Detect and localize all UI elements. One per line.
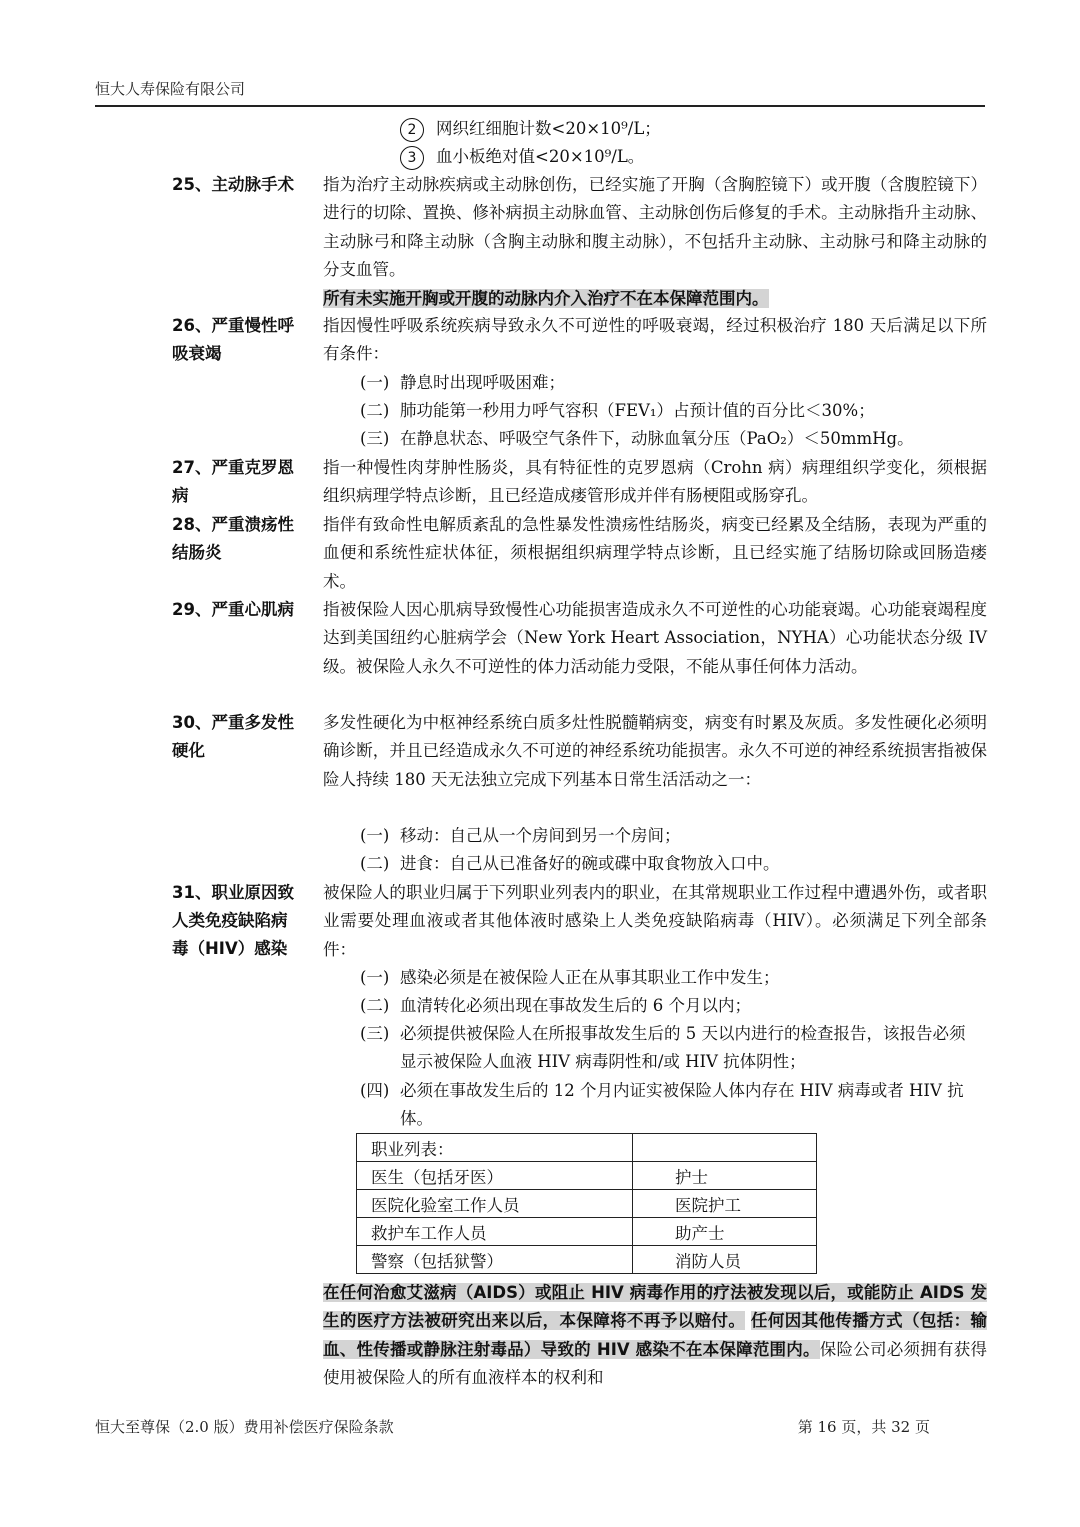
item-marker: (二) [360,401,390,420]
item-marker: (二) [360,996,390,1015]
table-cell: 护士 [633,1162,817,1190]
list-item-text: 血小板绝对值<20×10⁹/L。 [436,147,645,166]
item-marker: (二) [360,854,390,873]
section-26-body: 指因慢性呼吸系统疾病导致永久不可逆性的呼吸衰竭，经过积极治疗 180 天后满足以下所有条件： [323,316,987,364]
section-30-body: 多发性硬化为中枢神经系统白质多灶性脱髓鞘病变，病变有时累及灰质。多发性硬化必须明确诊断，并且已经造成永久不可逆的神经系统功能损害。永久不可逆的神经系统损害指被保险人持续 180 天无法独立完成下列基本日常生活活动之一： [323,713,987,789]
table-row [357,1134,817,1162]
list-item-text: 网织红细胞计数<20×10⁹/L； [436,119,661,138]
item-marker: (四) [360,1081,390,1100]
item-marker: (一) [360,373,390,392]
table-row [357,1162,817,1190]
list-item [360,369,985,397]
list-item [360,1077,985,1133]
page-header [95,78,985,107]
occupation-table [356,1133,817,1274]
list-item [360,397,985,425]
item-text: 在静息状态、呼吸空气条件下，动脉血氧分压（PaO₂）＜50mmHg。 [400,429,914,448]
table-cell: 医院化验室工作人员 [357,1190,633,1218]
term-29: 29、严重心肌病 [172,600,294,619]
list-item [400,143,644,171]
table-row [357,1190,817,1218]
item-text: 必须提供被保险人在所报事故发生后的 5 天以内进行的检查报告，该报告必须显示被保险人血液 HIV 病毒阴性和/或 HIV 抗体阴性； [400,1024,966,1071]
table-header-cell: 职业列表： [357,1134,633,1162]
circled-number: 3 [400,146,424,170]
item-text: 静息时出现呼吸困难； [400,373,565,392]
table-cell: 医院护工 [633,1190,817,1218]
table-cell [633,1134,817,1162]
exclusion-highlight: 所有未实施开胸或开腹的动脉内介入治疗不在本保障范围内。 [323,288,769,308]
circled-number: 2 [400,118,424,142]
item-marker: (三) [360,1024,390,1043]
term-31: 31、职业原因致人类免疫缺陷病毒（HIV）感染 [172,883,294,958]
section-31-body: 被保险人的职业归属于下列职业列表内的职业，在其常规职业工作过程中遭遇外伤，或者职业需要处理血液或者其他体液时感染上人类免疫缺陷病毒（HIV）。必须满足下列全部条件： [323,883,987,959]
table-row [357,1246,817,1274]
term-28: 28、严重溃疡性结肠炎 [172,515,294,562]
list-item [360,992,985,1020]
item-text: 血清转化必须出现在事故发生后的 6 个月以内； [400,996,751,1015]
item-text: 移动：自己从一个房间到另一个房间； [400,826,681,845]
list-item [360,850,985,878]
document-title: 恒大至尊保（2.0 版）费用补偿医疗保险条款 [95,1418,394,1436]
table-cell: 医生（包括牙医） [357,1162,633,1190]
table-cell: 助产士 [633,1218,817,1246]
list-item [400,115,661,143]
section-29-body: 指被保险人因心肌病导致慢性心功能损害造成永久不可逆性的心功能衰竭。心功能衰竭程度达到美国纽约心脏病学会（New York Heart Association，NYHA）心功能状态分级 IV 级。被保险人永久不可逆性的体力活动能力受限，不能从事任何体力活动。 [323,600,987,676]
section-31-exclusions [323,1279,987,1393]
list-item [360,1020,985,1076]
term-25: 25、主动脉手术 [172,175,294,194]
section-text: 指为治疗主动脉疾病或主动脉创伤，已经实施了开胸（含胸腔镜下）或开腹（含腹腔镜下）进行的切除、置换、修补病损主动脉血管、主动脉创伤后修复的手术。主动脉指升主动脉、主动脉弓和降主动脉（含胸主动脉和腹主动脉），不包括升主动脉、主动脉弓和降主动脉的分支血管。 [323,175,987,280]
page-number: 第 16 页，共 32 页 [797,1418,930,1436]
item-text: 必须在事故发生后的 12 个月内证实被保险人体内存在 HIV 病毒或者 HIV 抗体。 [400,1081,964,1128]
table-row [357,1218,817,1246]
term-30: 30、严重多发性硬化 [172,713,294,760]
list-item [360,964,985,992]
exclusion-highlight: 任何因其他传播方式（包括：输血、性传播或静脉注射毒品）导致的 HIV 感染不在本保障范围内。 [323,1311,988,1359]
section-28-body: 指伴有致命性电解质紊乱的急性暴发性溃疡性结肠炎，病变已经累及全结肠，表现为严重的血便和系统性症状体征，须根据组织病理学特点诊断，且已经实施了结肠切除或回肠造瘘术。 [323,515,987,591]
section-25-body [323,171,987,313]
exclusion-highlight: 在任何治愈艾滋病（AIDS）或阻止 HIV 病毒作用的疗法被发现以后，或能防止 AIDS 发生的医疗方法被研究出来以后，本保障将不再予以赔付。 [323,1283,987,1331]
item-text: 进食：自己从已准备好的碗或碟中取食物放入口中。 [400,854,780,873]
table-cell: 警察（包括狱警） [357,1246,633,1274]
table-cell: 消防人员 [633,1246,817,1274]
item-text: 感染必须是在被保险人正在从事其职业工作中发生； [400,968,780,987]
table-cell: 救护车工作人员 [357,1218,633,1246]
list-item [360,822,985,850]
section-27-body: 指一种慢性肉芽肿性肠炎，具有特征性的克罗恩病（Crohn 病）病理组织学变化，须根据组织病理学特点诊断，且已经造成瘘管形成并伴有肠梗阻或肠穿孔。 [323,458,987,506]
item-marker: (一) [360,826,390,845]
term-27: 27、严重克罗恩病 [172,458,294,505]
list-item [360,425,985,453]
term-26: 26、严重慢性呼吸衰竭 [172,316,294,363]
section-text: 保险公司必须拥有获得使用被保险人的所有血液样本的权利和 [323,1339,987,1388]
page-footer [95,1416,930,1437]
item-marker: (三) [360,429,390,448]
item-text: 肺功能第一秒用力呼气容积（FEV₁）占预计值的百分比＜30%； [400,401,875,420]
item-marker: (一) [360,968,390,987]
company-name: 恒大人寿保险有限公司 [95,80,246,98]
